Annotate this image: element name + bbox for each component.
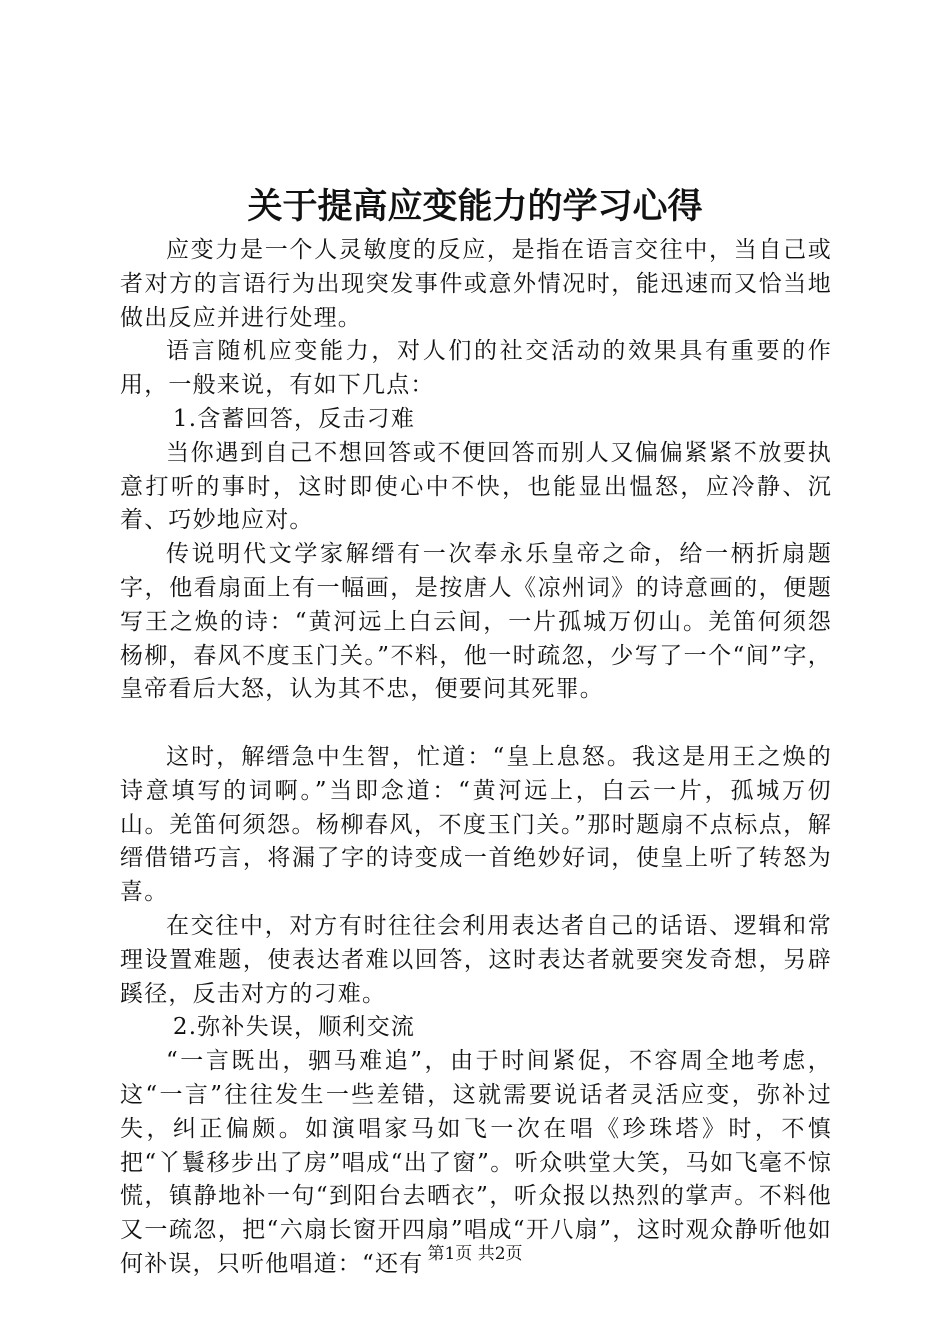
- section-heading: 1.含蓄回答，反击刁难: [172, 405, 416, 432]
- page-footer: 第1页 共2页: [427, 1244, 523, 1264]
- paragraph: “一言既出，驷马难追”，由于时间紧促，不容周全地考虑，这“一言”往往发生一些差错，这就需要说话者灵活应变，弥补过失，纠正偏颇。如演唱家马如飞一次在唱《珍珠塔》时，不慎把“丫鬟移步出了房”唱成“出了窗”。听众哄堂大笑，马如飞毫不惊慌，镇静地补一句“到阳台去晒衣”，听众报以热烈的掌声。不料他又一疏忽，把“六扇长窗开四扇”唱成“开八扇”，这时观众静听他如何补误，只听他唱道：“还有: [120, 1048, 832, 1277]
- paragraph: 传说明代文学家解缙有一次奉永乐皇帝之命，给一柄折扇题字，他看扇面上有一幅画，是按唐人《凉州词》的诗意画的，便题写王之焕的诗：“黄河远上白云间，一片孤城万仞山。羌笛何须怨杨柳，春风不度玉门关。”不料，他一时疏忽，少写了一个“间”字，皇帝看后大怒，认为其不忠，便要问其死罪。: [120, 541, 832, 703]
- paragraph: 在交往中，对方有时往往会利用表达者自己的话语、逻辑和常理设置难题，使表达者难以回答，这时表达者就要突发奇想，另辟蹊径，反击对方的刁难。: [120, 912, 832, 1007]
- paragraph: 应变力是一个人灵敏度的反应，是指在语言交往中，当自己或者对方的言语行为出现突发事件或意外情况时，能迅速而又恰当地做出反应并进行处理。: [120, 237, 832, 331]
- blank-line: [120, 707, 832, 741]
- paragraph: 语言随机应变能力，对人们的社交活动的效果具有重要的作用，一般来说，有如下几点：: [120, 338, 832, 399]
- page-title: 关于提高应变能力的学习心得: [247, 186, 703, 227]
- paragraph: 这时，解缙急中生智，忙道：“皇上息怒。我这是用王之焕的诗意填写的词啊。”当即念道：“黄河远上，白云一片，孤城万仞山。羌笛何须怨。杨柳春风，不度玉门关。”那时题扇不点标点，解缙借错巧言，将漏了字的诗变成一首绝妙好词，使皇上听了转怒为喜。: [120, 743, 832, 906]
- paragraph: 当你遇到自己不想回答或不便回答而别人又偏偏紧紧不放要执意打听的事时，这时即使心中不快，也能显出愠怒，应冷静、沉着、巧妙地应对。: [120, 439, 832, 534]
- section-heading: 2.弥补失误，顺利交流: [172, 1014, 416, 1041]
- document-body: [120, 234, 832, 1282]
